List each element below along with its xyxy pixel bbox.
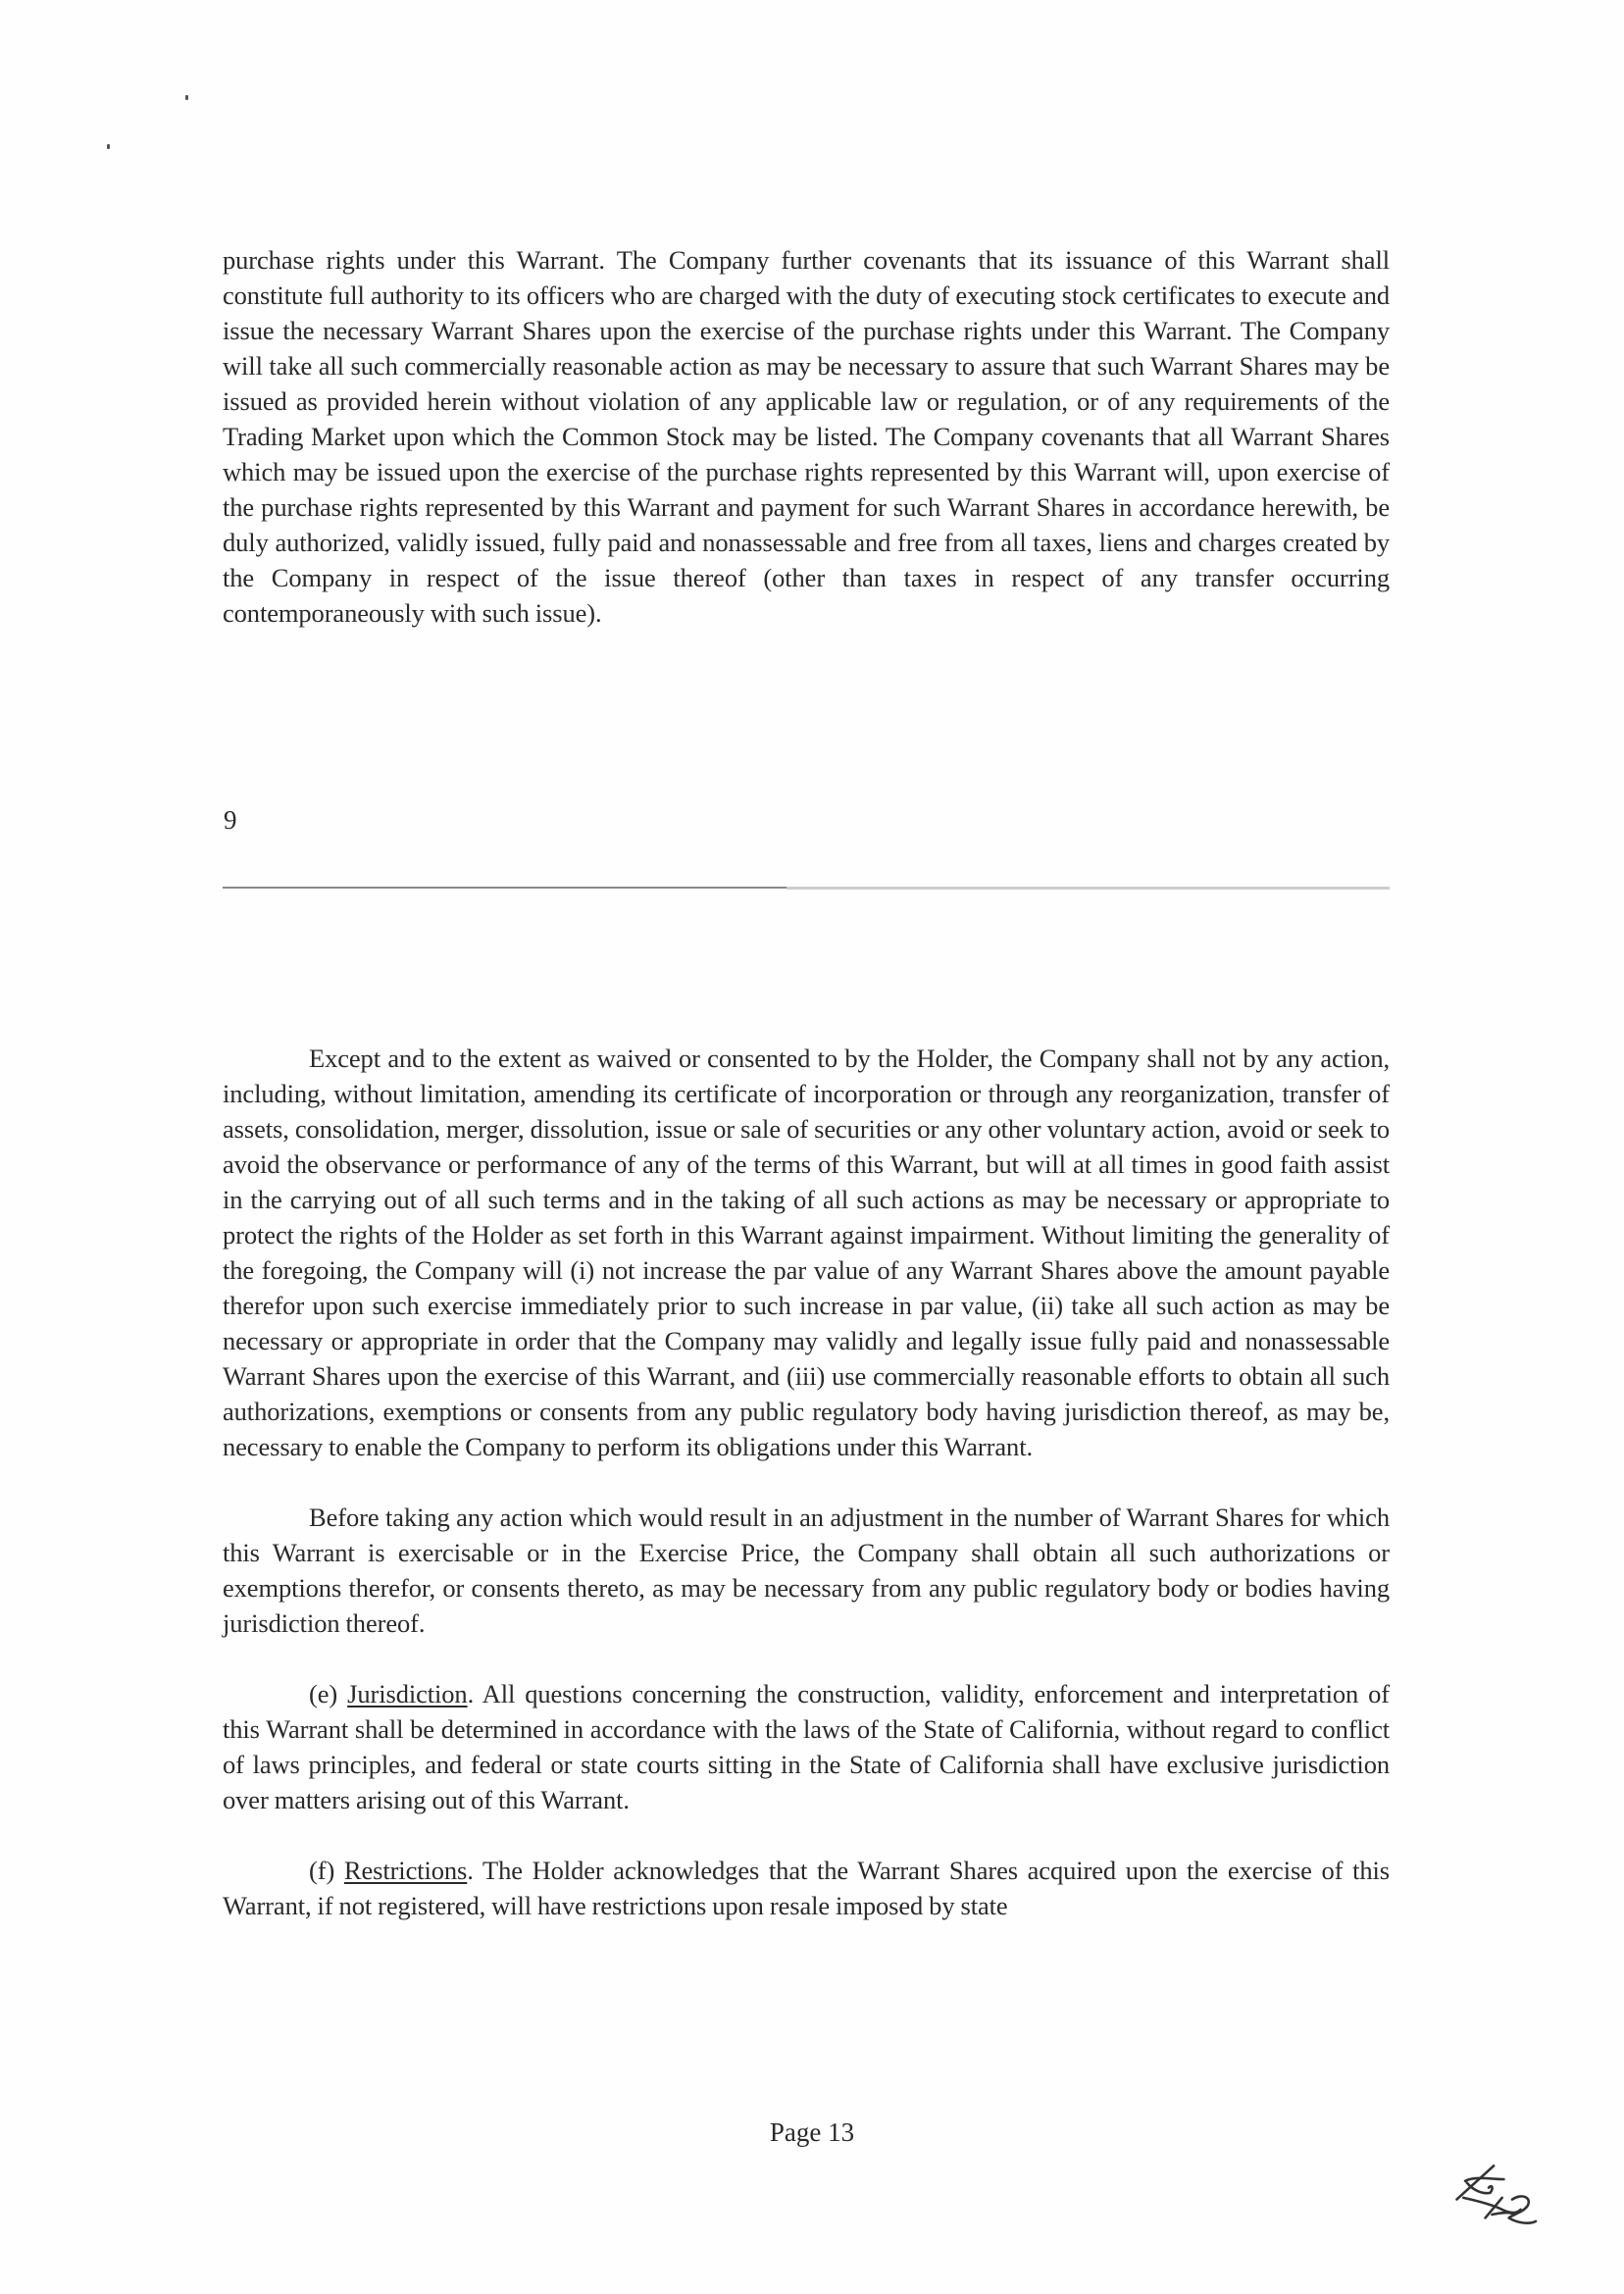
clause-label-f: (f) — [309, 1856, 344, 1885]
scan-artifact — [107, 144, 110, 149]
page-footer-label: Page 13 — [769, 2117, 855, 2147]
page-break-rule — [223, 887, 1390, 890]
rule-light-segment — [787, 887, 1390, 890]
paragraph-restrictions — [223, 1853, 1390, 1923]
continued-section — [223, 242, 1390, 631]
scan-artifact — [185, 95, 188, 100]
main-section — [223, 1041, 1390, 1923]
jurisdiction-text: . All questions concerning the construction, validity, enforcement and interpretation of this Warrant shall be determined in accordance with the laws of the State of California, without regard to conflict of laws principles, and federal or state courts sitting in the State of California shall have exclusive jurisdiction over matters arising out of this Warrant. — [223, 1679, 1391, 1814]
paragraph-regulatory-approvals: Before taking any action which would result in an adjustment in the number of Warrant Shares for which this Warrant is exercisable or in the Exercise Price, the Company shall obtain all such authorizations or exemptions therefor, or consents thereto, as may be necessary from any public regulatory body or bodies having jurisdiction thereof. — [223, 1503, 1390, 1638]
restrictions-text: . The Holder acknowledges that the Warrant Shares acquired upon the exercise of this Warrant, if not registered, will have restrictions upon resale imposed by state — [223, 1856, 1390, 1920]
rule-dark-segment — [223, 887, 791, 889]
paragraph-jurisdiction — [223, 1676, 1390, 1817]
heading-restrictions: Restrictions — [343, 1856, 468, 1885]
inline-page-number: 9 — [224, 805, 237, 835]
heading-jurisdiction: Jurisdiction — [347, 1679, 468, 1708]
handwritten-initials-icon — [1442, 2148, 1559, 2246]
paragraph-impairment: Except and to the extent as waived or consented to by the Holder, the Company shall not by any action, including, without limitation, amending its certificate of incorporation or through any reorganization, transfer of assets, consolidation, merger, dissolution, issue or sale of securities or any other voluntary action, avoid or seek to avoid the observance or performance of any of the terms of this Warrant, but will at all times in good faith assist in the carrying out of all such terms and in the taking of all such actions as may be necessary or appropriate to protect the rights of the Holder as set forth in this Warrant against impairment. Without limiting the generality of the foregoing, the Company will (i) not increase the par value of any Warrant Shares above the amount payable therefor upon such exercise immediately prior to such increase in par value, (ii) take all such action as may be necessary or appropriate in order that the Company may validly and legally issue fully paid and nonassessable Warrant Shares upon the exercise of this Warrant, and (iii) use commercially reasonable efforts to obtain all such authorizations, exemptions or consents from any public regulatory body having jurisdiction thereof, as may be, necessary to enable the Company to perform its obligations under this Warrant. — [223, 1044, 1390, 1461]
clause-label-e: (e) — [309, 1679, 348, 1708]
paragraph-covenants: purchase rights under this Warrant. The Company further covenants that its issuance of this Warrant shall constitute full authority to its officers who are charged with the duty of executing stock certificates to execute and issue the necessary Warrant Shares upon the exercise of the purchase rights under this Warrant. The Company will take all such commercially reasonable action as may be necessary to assure that such Warrant Shares may be issued as provided herein without violation of any applicable law or regulation, or of any requirements of the Trading Market upon which the Common Stock may be listed. The Company covenants that all Warrant Shares which may be issued upon the exercise of the purchase rights represented by this Warrant will, upon exercise of the purchase rights represented by this Warrant and payment for such Warrant Shares in accordance herewith, be duly authorized, validly issued, fully paid and nonassessable and free from all taxes, liens and charges created by the Company in respect of the issue thereof (other than taxes in respect of any transfer occurring contemporaneously with such issue). — [223, 245, 1390, 628]
